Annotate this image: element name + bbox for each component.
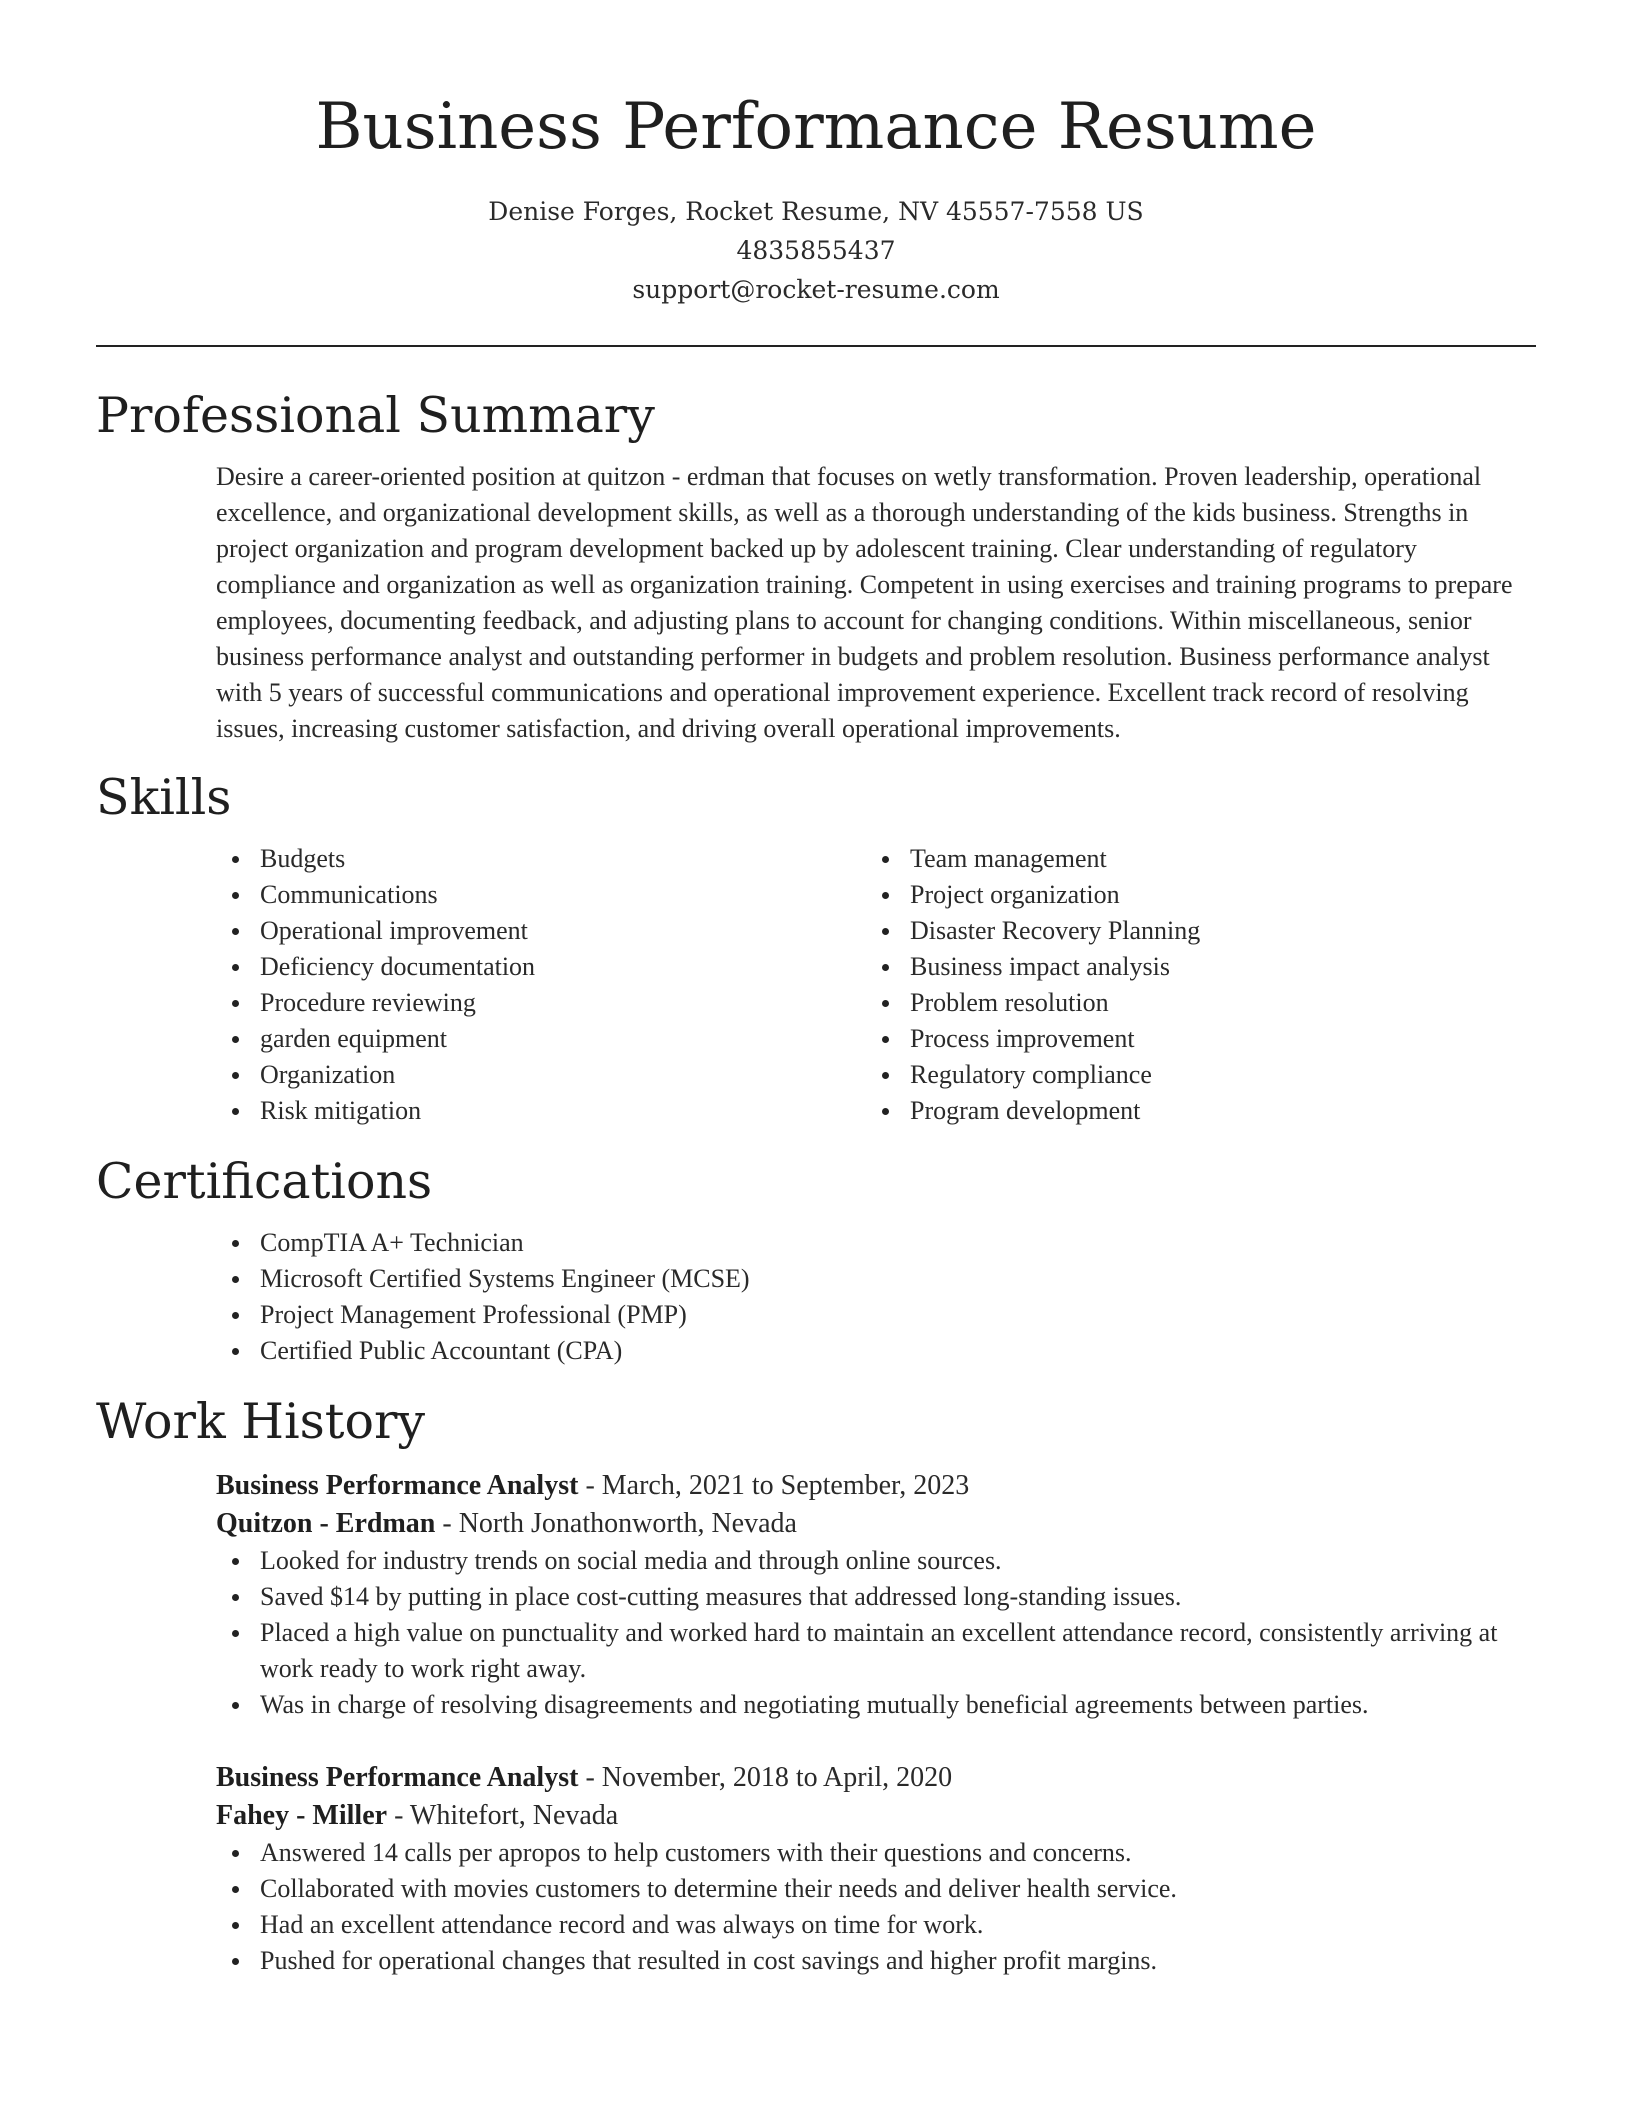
job-bullet: Answered 14 calls per apropos to help customers with their questions and concerns. xyxy=(216,1835,1536,1871)
job-bullet: Placed a high value on punctuality and worked hard to maintain an excellent attendance record, consistently arriving at work ready to work right away. xyxy=(216,1615,1536,1687)
job-bullets xyxy=(216,1835,1536,1979)
job-bullets xyxy=(216,1543,1536,1723)
job-bullet: Collaborated with movies customers to determine their needs and deliver health service. xyxy=(216,1871,1536,1907)
job-dates: March, 2021 to September, 2023 xyxy=(601,1470,970,1501)
skill-item: Disaster Recovery Planning xyxy=(866,913,1516,949)
job-bullet: Saved $14 by putting in place cost-cutting measures that addressed long-standing issues. xyxy=(216,1579,1536,1615)
certification-item: Certified Public Accountant (CPA) xyxy=(216,1333,1536,1369)
skill-item: Communications xyxy=(216,877,866,913)
skill-item: Project organization xyxy=(866,877,1516,913)
skill-item: Regulatory compliance xyxy=(866,1057,1516,1093)
skills-grid xyxy=(216,841,1536,1129)
certification-item: Microsoft Certified Systems Engineer (MCSE) xyxy=(216,1261,1536,1297)
job-location: Whitefort, Nevada xyxy=(409,1800,619,1831)
job-location: North Jonathonworth, Nevada xyxy=(458,1508,797,1539)
certifications-heading: Certifications xyxy=(96,1153,433,1210)
resume-title: Business Performance Resume xyxy=(315,90,1317,164)
skills-heading: Skills xyxy=(96,769,232,826)
separator: - xyxy=(578,1470,602,1501)
job-dates: November, 2018 to April, 2020 xyxy=(601,1762,953,1793)
job-bullet: Looked for industry trends on social media and through online sources. xyxy=(216,1543,1536,1579)
contact-address: Denise Forges, Rocket Resume, NV 45557-7558 US xyxy=(488,197,1144,226)
job-bullet: Had an excellent attendance record and was always on time for work. xyxy=(216,1907,1536,1943)
job-company: Fahey - Miller xyxy=(216,1800,388,1831)
separator: - xyxy=(435,1508,459,1539)
resume-page xyxy=(96,0,1536,1979)
separator: - xyxy=(578,1762,602,1793)
skill-item: Operational improvement xyxy=(216,913,866,949)
job-entry xyxy=(216,1467,1536,1723)
skill-item: Business impact analysis xyxy=(866,949,1516,985)
skill-item: garden equipment xyxy=(216,1021,866,1057)
skill-item: Problem resolution xyxy=(866,985,1516,1021)
job-title: Business Performance Analyst xyxy=(216,1762,579,1793)
certifications-block xyxy=(216,1225,1536,1369)
certifications-list xyxy=(216,1225,1536,1369)
skill-item: Budgets xyxy=(216,841,866,877)
contact-phone: 4835855437 xyxy=(736,236,896,265)
skill-item: Organization xyxy=(216,1057,866,1093)
skill-item: Process improvement xyxy=(866,1021,1516,1057)
job-bullet: Was in charge of resolving disagreements and negotiating mutually beneficial agreements between parties. xyxy=(216,1687,1536,1723)
summary-text: Desire a career-oriented position at quitzon - erdman that focuses on wetly transformation. Proven leadership, operational excellence, and organizational development skills, as well as a thorough understanding of the kids business. Strengths in project organization and program development backed up by adolescent training. Clear understanding of regulatory compliance and organization as well as organization training. Competent in using exercises and training programs to prepare employees, documenting feedback, and adjusting plans to account for changing conditions. Within miscellaneous, senior business performance analyst and outstanding performer in budgets and problem resolution. Business performance analyst with 5 years of successful communications and operational improvement experience. Excellent track record of resolving issues, increasing customer satisfaction, and driving overall operational improvements. xyxy=(216,462,1513,743)
skills-column-left xyxy=(216,841,866,1129)
job-company: Quitzon - Erdman xyxy=(216,1508,436,1539)
skills-column-right xyxy=(866,841,1516,1129)
job-title: Business Performance Analyst xyxy=(216,1470,579,1501)
job-entry xyxy=(216,1759,1536,1979)
contact-email: support@rocket-resume.com xyxy=(632,275,1000,304)
contact-block xyxy=(96,192,1536,309)
certification-item: Project Management Professional (PMP) xyxy=(216,1297,1536,1333)
skill-item: Team management xyxy=(866,841,1516,877)
summary-heading: Professional Summary xyxy=(96,387,655,444)
skill-item: Procedure reviewing xyxy=(216,985,866,1021)
certification-item: CompTIA A+ Technician xyxy=(216,1225,1536,1261)
skills-list-left xyxy=(216,841,866,1129)
work-history-heading: Work History xyxy=(96,1393,426,1450)
skill-item: Risk mitigation xyxy=(216,1093,866,1129)
job-company-line xyxy=(216,1797,1536,1835)
skill-item: Deficiency documentation xyxy=(216,949,866,985)
job-company-line xyxy=(216,1505,1536,1543)
header-divider xyxy=(96,345,1536,347)
skill-item: Program development xyxy=(866,1093,1516,1129)
job-title-line xyxy=(216,1759,1536,1797)
job-bullet: Pushed for operational changes that resulted in cost savings and higher profit margins. xyxy=(216,1943,1536,1979)
separator: - xyxy=(387,1800,410,1831)
skills-list-right xyxy=(866,841,1516,1129)
job-title-line xyxy=(216,1467,1536,1505)
